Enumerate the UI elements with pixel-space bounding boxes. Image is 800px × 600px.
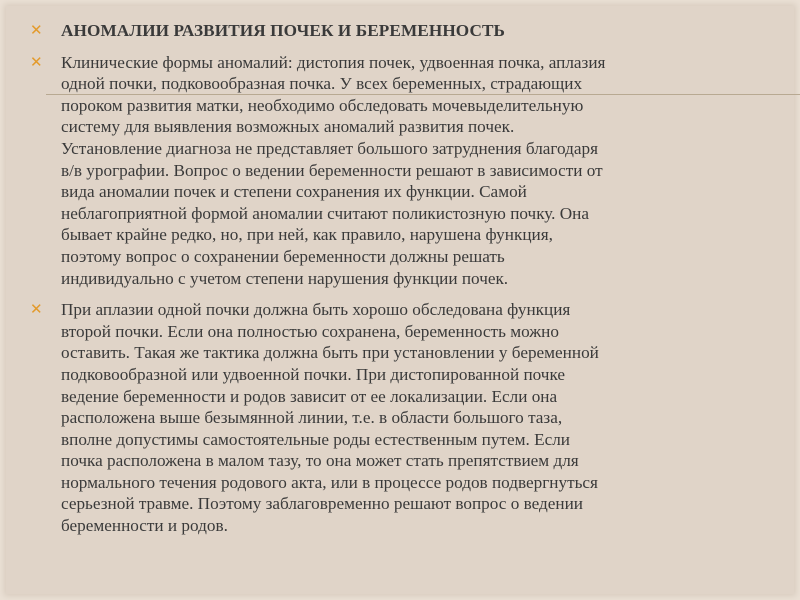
slide-content [30,20,780,537]
bullet-item-clinical-forms [30,52,780,290]
bullet-item-title [30,20,780,42]
paragraph-aplasia: При аплазии одной почки должна быть хорошо обследована функция второй почки. Если она полностью сохранена, беременность можно оставить. Такая же тактика должна быть при установлении у беременной подковообразной или удвоенной почки. При дистопированной почке ведение беременности и родов зависит от ее локализации. Если она расположена выше безымянной линии, т.е. в области большого таза, вполне допустимы самостоятельные роды естественным путем. Если почка расположена в малом тазу, то она может стать препятствием для нормального течения родового акта, или в процессе родов подвергнуться серьезной травме. Поэтому заблаговременно решают вопрос о ведении беременности и родов. [61,300,599,536]
paragraph-clinical-forms: Клинические формы аномалий: дистопия почек, удвоенная почка, аплазия одной почки, подковообразная почка. У всех беременных, страдающих пороком развития матки, необходимо обследовать мочевыделительную систему для выявления возможных аномалий развития почек. Установление диагноза не представляет большого затруднения благодаря в/в урографии. Вопрос о ведении беременности решают в зависимости от вида аномалии почек и степени сохранения их функции. Самой неблагоприятной формой аномалии считают поликистозную почку. Она бывает крайне редко, но, при ней, как правило, нарушена функция, поэтому вопрос о сохранении беременности должны решать индивидуально с учетом степени нарушения функции почек. [61,52,606,288]
x-bullet-icon: ✕ [30,21,43,39]
slide-title: АНОМАЛИИ РАЗВИТИЯ ПОЧЕК И БЕРЕМЕННОСТЬ [61,21,506,40]
bullet-item-aplasia [30,299,780,537]
x-bullet-icon: ✕ [30,300,43,319]
x-bullet-icon: ✕ [30,52,43,71]
